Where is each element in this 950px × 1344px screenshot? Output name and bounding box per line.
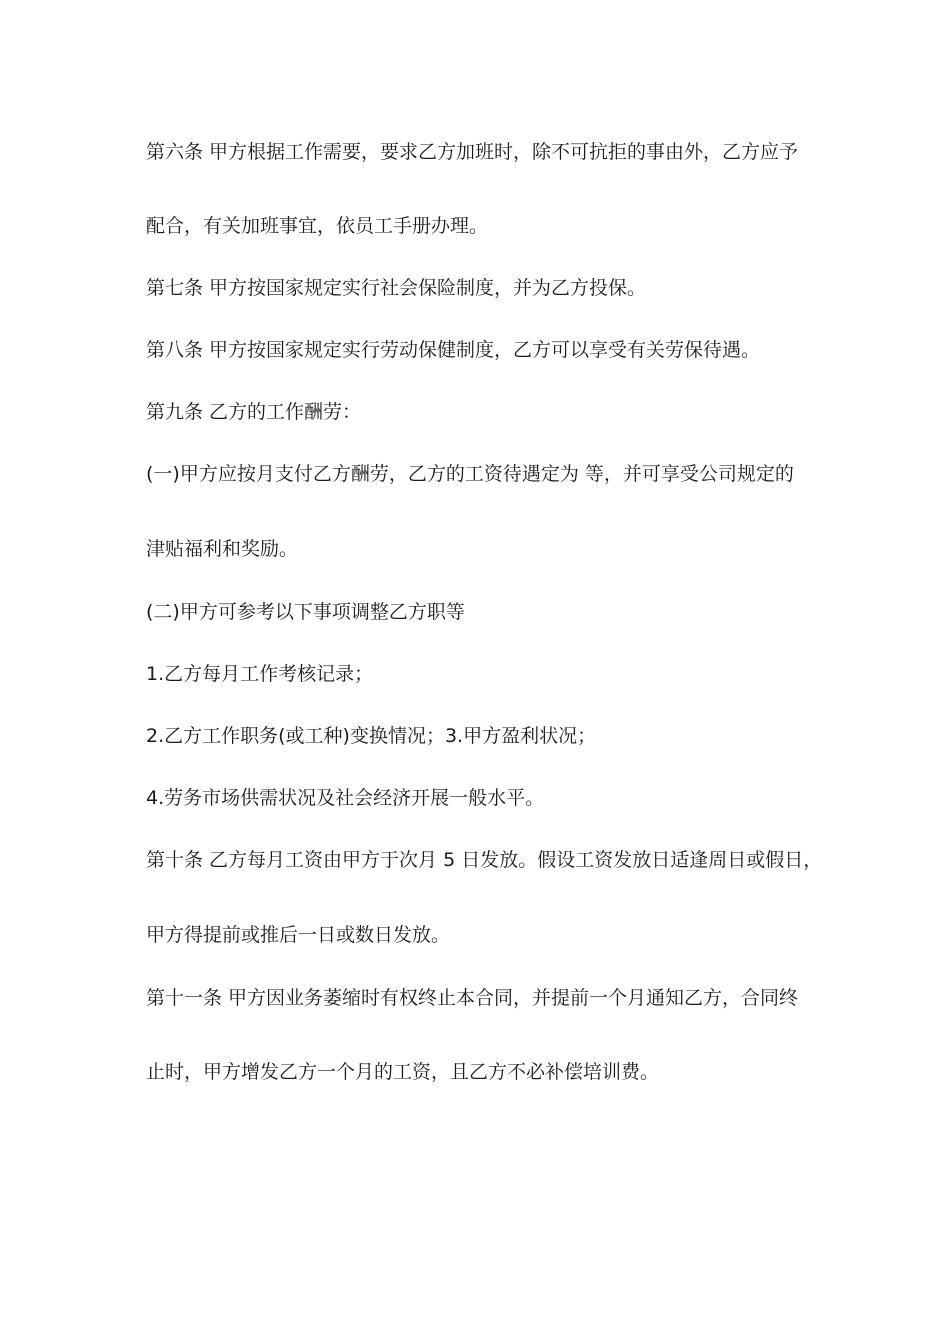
text-line: 甲方得提前或推后一日或数日发放。 [146, 924, 451, 946]
text-line: 4.劳务市场供需状况及社会经济开展一般水平。 [146, 787, 545, 809]
text-line: 津贴福利和奖励。 [146, 538, 299, 560]
text-line: (二)甲方可参考以下事项调整乙方职等 [146, 601, 465, 623]
text-line: 第十一条 甲方因业务萎缩时有权终止本合同，并提前一个月通知乙方，合同终 [146, 987, 799, 1009]
text-line: (一)甲方应按月支付乙方酬劳，乙方的工资待遇定为 等，并可享受公司规定的 [146, 463, 794, 485]
text-line: 第十条 乙方每月工资由甲方于次月 5 日发放。假设工资发放日适逢周日或假日， [146, 849, 823, 871]
text-line: 第八条 甲方按国家规定实行劳动保健制度，乙方可以享受有关劳保待遇。 [146, 339, 761, 361]
text-line: 1.乙方每月工作考核记录； [146, 663, 374, 685]
text-line: 止时，甲方增发乙方一个月的工资，且乙方不必补偿培训费。 [146, 1061, 660, 1083]
text-line: 第七条 甲方按国家规定实行社会保险制度，并为乙方投保。 [146, 277, 647, 299]
text-line: 配合，有关加班事宜，依员工手册办理。 [146, 215, 489, 237]
text-line: 2.乙方工作职务(或工种)变换情况；3.甲方盈利状况； [146, 725, 597, 747]
text-line: 第六条 甲方根据工作需要，要求乙方加班时，除不可抗拒的事由外，乙方应予 [146, 141, 799, 163]
text-line: 第九条 乙方的工作酬劳： [146, 401, 362, 423]
